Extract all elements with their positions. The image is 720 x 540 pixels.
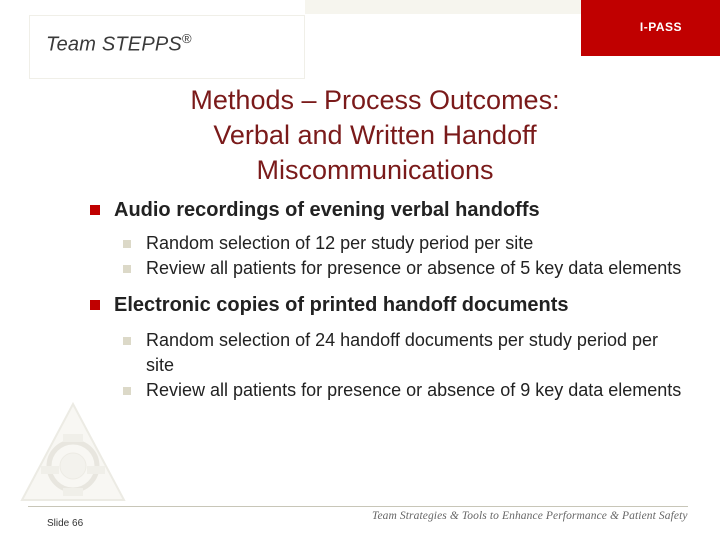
logo-text: Team STEPPS: [46, 33, 182, 56]
sub-bullet-text: Random selection of 12 per study period per site: [146, 233, 534, 253]
sub-bullet-square-icon: [123, 240, 131, 248]
bullet-square-icon: [90, 205, 100, 215]
sub-bullet: [90, 256, 690, 281]
footer-tagline: Team Strategies & Tools to Enhance Performance & Patient Safety: [372, 510, 688, 522]
title-line-1: Methods – Process Outcomes:: [190, 85, 560, 115]
title-line-3: Miscommunications: [256, 155, 494, 185]
bullet-square-icon: [90, 300, 100, 310]
sub-bullet: [90, 328, 690, 378]
sub-bullet-text: Review all patients for presence or absence of 9 key data elements: [146, 380, 682, 400]
sub-bullet: [90, 378, 690, 403]
bullet-audio-recordings: [90, 196, 690, 225]
teamstepps-triangle-watermark-icon: [18, 400, 128, 510]
sub-bullet-square-icon: [123, 337, 131, 345]
sub-bullet: [90, 231, 690, 256]
bullet-text: Electronic copies of printed handoff documents: [114, 294, 569, 316]
slide-number: Slide 66: [47, 518, 84, 529]
sub-bullet-square-icon: [123, 265, 131, 273]
bullet-text: Audio recordings of evening verbal handoffs: [114, 199, 540, 221]
bullet-electronic-copies: [90, 291, 690, 320]
registered-mark: ®: [181, 31, 192, 46]
sub-bullet-text: Random selection of 24 handoff documents per study period per site: [146, 330, 658, 375]
header-band: [305, 0, 581, 14]
ipass-tab: [581, 0, 720, 56]
footer-divider: [28, 506, 688, 507]
teamstepps-logo: [46, 31, 192, 57]
bullet-list: [90, 196, 690, 403]
ipass-label: I-PASS: [639, 20, 682, 34]
title-line-2: Verbal and Written Handoff: [213, 120, 537, 150]
sub-bullet-square-icon: [123, 387, 131, 395]
sub-bullet-text: Review all patients for presence or absence of 5 key data elements: [146, 258, 682, 278]
slide-title: [120, 83, 630, 188]
